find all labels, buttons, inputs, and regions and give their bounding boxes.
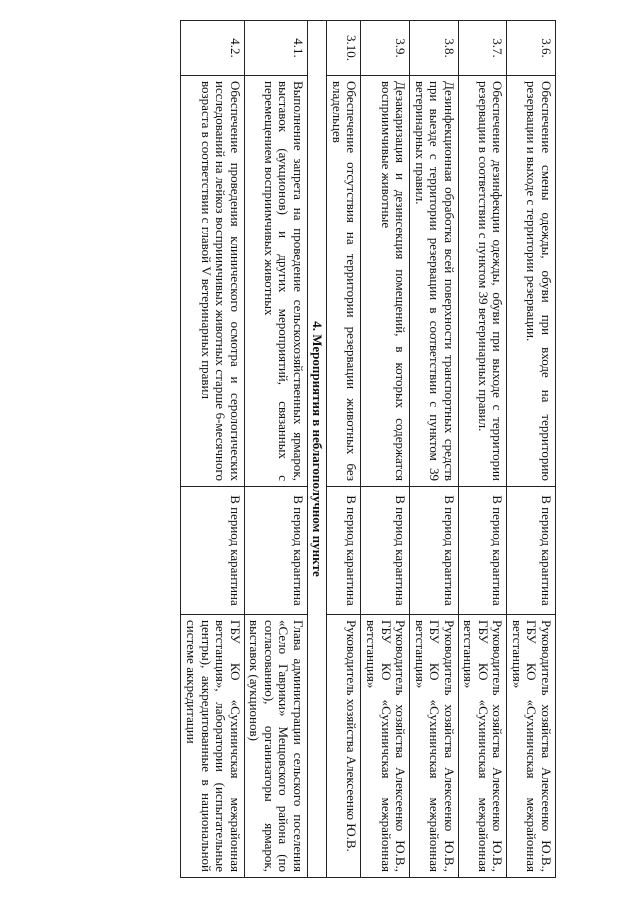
row-number: 4.2. [181, 21, 244, 76]
measure-description: Обеспечение проведения клинического осмотра и серологических исследований на лейкоз восприимчивых животных старше 6-месячного возраста в соответствии с главой V ветеринарных правил [181, 76, 244, 487]
measure-period: В период карантина [244, 487, 307, 615]
measure-responsible: ГБУ КО «Сухиничская межрайонная ветстанция», лаборатории (испытательные центры), аккредитованные в национальной системе аккредитации [181, 615, 244, 878]
measure-period: В период карантина [458, 487, 507, 615]
measures-table [180, 20, 556, 878]
measure-description: Обеспечение смены одежды, обуви при входе на территорию резервации и выходе с территории резервации. [507, 76, 556, 487]
measure-description: Дезакаризация и дезинсекция помещений, в которых содержатся восприимчивые животные [361, 76, 410, 487]
table-row [410, 21, 459, 878]
row-number: 4.1. [244, 21, 307, 76]
row-number: 3.8. [410, 21, 459, 76]
measure-description: Дезинфекционная обработка всей поверхности транспортных средств при выезде с территории резервации в соответствии с пунктом 39 ветеринарных правил. [410, 76, 459, 487]
table-row [507, 21, 556, 878]
row-number: 3.9. [361, 21, 410, 76]
measure-period: В период карантина [181, 487, 244, 615]
measure-responsible: Руководитель хозяйства Алексеенко Ю.В. [327, 615, 361, 878]
section-heading: 4. Мероприятия в неблагополучном пункте [307, 21, 327, 878]
table-row [327, 21, 361, 878]
row-number: 3.7. [458, 21, 507, 76]
measure-period: В период карантина [507, 487, 556, 615]
row-number: 3.6. [507, 21, 556, 76]
row-number: 3.10. [327, 21, 361, 76]
measure-period: В период карантина [361, 487, 410, 615]
measure-responsible: Руководитель хозяйства Алексеенко Ю.В., ГБУ КО «Сухиничская межрайонная ветстанция» [507, 615, 556, 878]
measure-description: Обеспечение отсутствия на территории резервации животных без владельцев [327, 76, 361, 487]
measure-description: Обеспечение дезинфекции одежды, обуви при выходе с территории резервации в соответствии с пунктом 39 ветеринарных правил. [458, 76, 507, 487]
measure-responsible: Руководитель хозяйства Алексеенко Ю.В., ГБУ КО «Сухиничская межрайонная ветстанция» [361, 615, 410, 878]
measure-period: В период карантина [410, 487, 459, 615]
measure-responsible: Глава администрации сельского поселения «Село Гаврики» Мещовского района (по согласованию), организаторы ярмарок, выставок (аукционов) [244, 615, 307, 878]
measure-period: В период карантина [327, 487, 361, 615]
measure-responsible: Руководитель хозяйства Алексеенко Ю.В., ГБУ КО «Сухиничская межрайонная ветстанция» [410, 615, 459, 878]
table-row [181, 21, 244, 878]
table-row [361, 21, 410, 878]
table-row [458, 21, 507, 878]
table-row [244, 21, 307, 878]
section-heading-row [307, 21, 327, 878]
measure-responsible: Руководитель хозяйства Алексеенко Ю.В., ГБУ КО «Сухиничская межрайонная ветстанция» [458, 615, 507, 878]
measure-description: Выполнение запрета на проведение сельскохозяйственных ярмарок, выставок (аукционов) и других мероприятий, связанных с перемещением восприимчивых животных [244, 76, 307, 487]
